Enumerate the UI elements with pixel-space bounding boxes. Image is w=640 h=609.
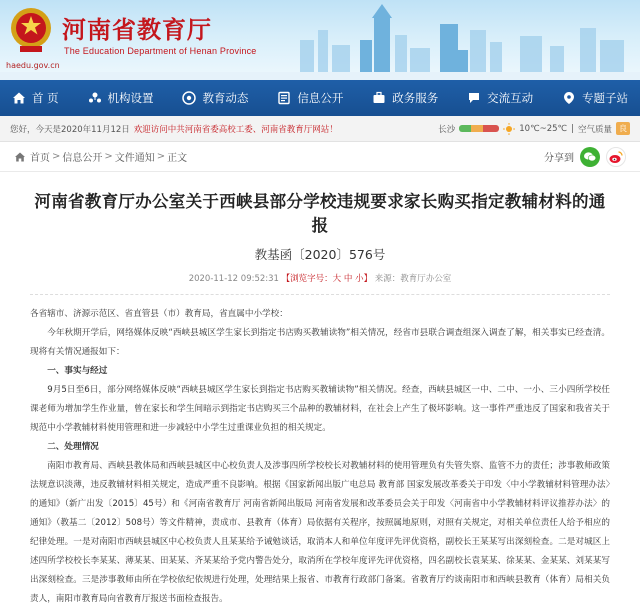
subsite-icon (562, 91, 576, 105)
site-title: 河南省教育厅 (62, 16, 212, 44)
weibo-share-button[interactable] (606, 147, 626, 167)
main-nav (0, 80, 640, 116)
nav-item-org[interactable] (84, 90, 158, 106)
nav-item-label: 教育动态 (202, 91, 249, 105)
font-size-control[interactable]: 【浏览字号：大 中 小】 (281, 274, 373, 284)
nav-item-label: 专题子站 (582, 91, 628, 105)
header-banner (0, 0, 640, 80)
site-domain: haedu.gov.cn (6, 61, 60, 70)
share-bar (544, 147, 626, 167)
aqi-badge: 良 (616, 122, 630, 135)
article-body (30, 305, 610, 609)
article-paragraph: 各省辖市、济源示范区、省直管县（市）教育局，省直属中小学校： (30, 309, 288, 319)
breadcrumb-notice[interactable]: 文件通知 (114, 153, 155, 164)
sun-icon (503, 123, 515, 135)
org-icon (88, 91, 102, 105)
nav-item-label: 信息公开 (297, 91, 344, 105)
breadcrumb (0, 142, 640, 172)
national-emblem-logo (8, 6, 54, 56)
info-bar (0, 116, 640, 142)
article-paragraph: 南阳市教育局、西峡县教体局和西峡县城区中心校负责人及涉事四所学校校长对教辅材料的使用管理负有失管失察、监管不力的责任；涉事教师政策法规意识淡薄，违反教辅材料相关规定，造成严重不良影响。根据《国家新闻出版广电总局 教育部 国家发展改革委关于印发〈中小学教辅材料管理办法〉的通知》（新广出发〔2015〕45号）和《河南省教育厅 河南省新闻出版局 河南省发展和改革委员会关于印发〈河南省中小学教辅材料评议推荐办法〉的通知》（教基二〔2012〕508号）等文件精神，责成市、县教育（体育）局依据有关程序，按照属地原则，对照有关规定，对相关单位责任人给予相应的纪律处理。一是对南阳市西峡县城区中心校负责人且某某给予诫勉谈话，取消本人和单位年度评先评优资格，副校长王某某写出深刻检查。二是对城区上述四所学校校长李某某、薄某某、田某某、齐某某给予党内警告处分，取消所在学校年度评先评优资格，四名副校长袁某某、徐某某、金某某、刘某某写出深刻检查。三是涉事教师由所在学校依纪依规进行处理，处理结果上报省、市教育行政部门备案。省教育厅约谈南阳市和西峡县教育（体育）局相关负责人，南阳市教育局向省教育厅报送书面检查报告。 (30, 461, 610, 604)
home-icon (12, 91, 26, 105)
nav-item-subsite[interactable] (558, 90, 632, 106)
article-source: 来源：教育厅办公室 (374, 274, 452, 284)
nav-item-service[interactable] (368, 90, 442, 106)
article-meta (30, 272, 610, 295)
wechat-icon (583, 150, 597, 164)
article-paragraph: 今年秋期开学后，网络媒体反映“西峡县城区学生家长到指定书店购买教辅读物”相关情况，经省市县联合调查组深入调查了解，相关事实已经查清。现将有关情况通报如下： (30, 328, 610, 357)
info-icon (277, 91, 291, 105)
nav-item-label: 机构设置 (107, 91, 154, 105)
article-title: 河南省教育厅办公室关于西峡县部分学校违规要求家长购买指定教辅材料的通报 (34, 192, 606, 235)
breadcrumb-separator: > (52, 151, 61, 162)
article-paragraph: 9月5日至6日，部分网络媒体反映“西峡县城区学生家长到指定书店购买教辅读物”相关情况。经查，西峡县城区一中、二中、一小、三小四所学校任课老师为增加学生作业量，曾在家长和学生间暗示到指定书店购买三个品种的教辅材料，在社会上产生了极坏影响。这一事件严重违反了国家和我省关于规范中小学教辅材料使用管理和进一步减轻中小学生过重课业负担的相关规定。 (30, 385, 610, 433)
breadcrumb-current: 正文 (167, 153, 188, 164)
air-quality-bar (459, 125, 499, 132)
breadcrumb-info[interactable]: 信息公开 (62, 153, 103, 164)
weather-temp: 10℃~25℃ (519, 123, 568, 134)
aqi-label: 空气质量 (577, 124, 612, 135)
section-heading: 一、事实与经过 (47, 366, 108, 376)
nav-item-label: 政务服务 (392, 91, 439, 105)
breadcrumb-separator: > (156, 151, 166, 162)
site-subtitle: The Education Department of Henan Province (64, 46, 257, 56)
news-icon (182, 91, 196, 105)
publish-date: 2020-11-12 09:52:31 (188, 274, 279, 284)
nav-item-news[interactable] (178, 90, 252, 106)
aqi-separator: | (571, 123, 574, 134)
article (0, 188, 640, 609)
date-greeting: 您好，今天是2020年11月12日 (10, 124, 130, 135)
breadcrumb-home[interactable]: 首页 (30, 153, 50, 164)
welcome-marquee[interactable]: 欢迎访问中共河南省委高校工委、河南省教育厅网站！ (133, 124, 338, 135)
service-icon (372, 91, 386, 105)
nav-item-label: 交流互动 (487, 91, 534, 105)
share-label: 分享到 (544, 153, 574, 164)
weather-city: 长沙 (438, 124, 456, 135)
nav-item-label: 首 页 (32, 91, 59, 105)
interact-icon (467, 91, 481, 105)
home-icon (14, 151, 26, 163)
nav-item-info[interactable] (273, 90, 347, 106)
section-heading: 二、处理情况 (47, 442, 99, 452)
wechat-share-button[interactable] (580, 147, 600, 167)
weibo-icon (608, 149, 624, 165)
nav-item-interact[interactable] (463, 90, 537, 106)
document-number: 教基函〔2020〕576号 (254, 247, 386, 262)
nav-item-home[interactable] (8, 90, 63, 106)
breadcrumb-separator: > (104, 151, 113, 162)
weather-widget (438, 122, 630, 135)
